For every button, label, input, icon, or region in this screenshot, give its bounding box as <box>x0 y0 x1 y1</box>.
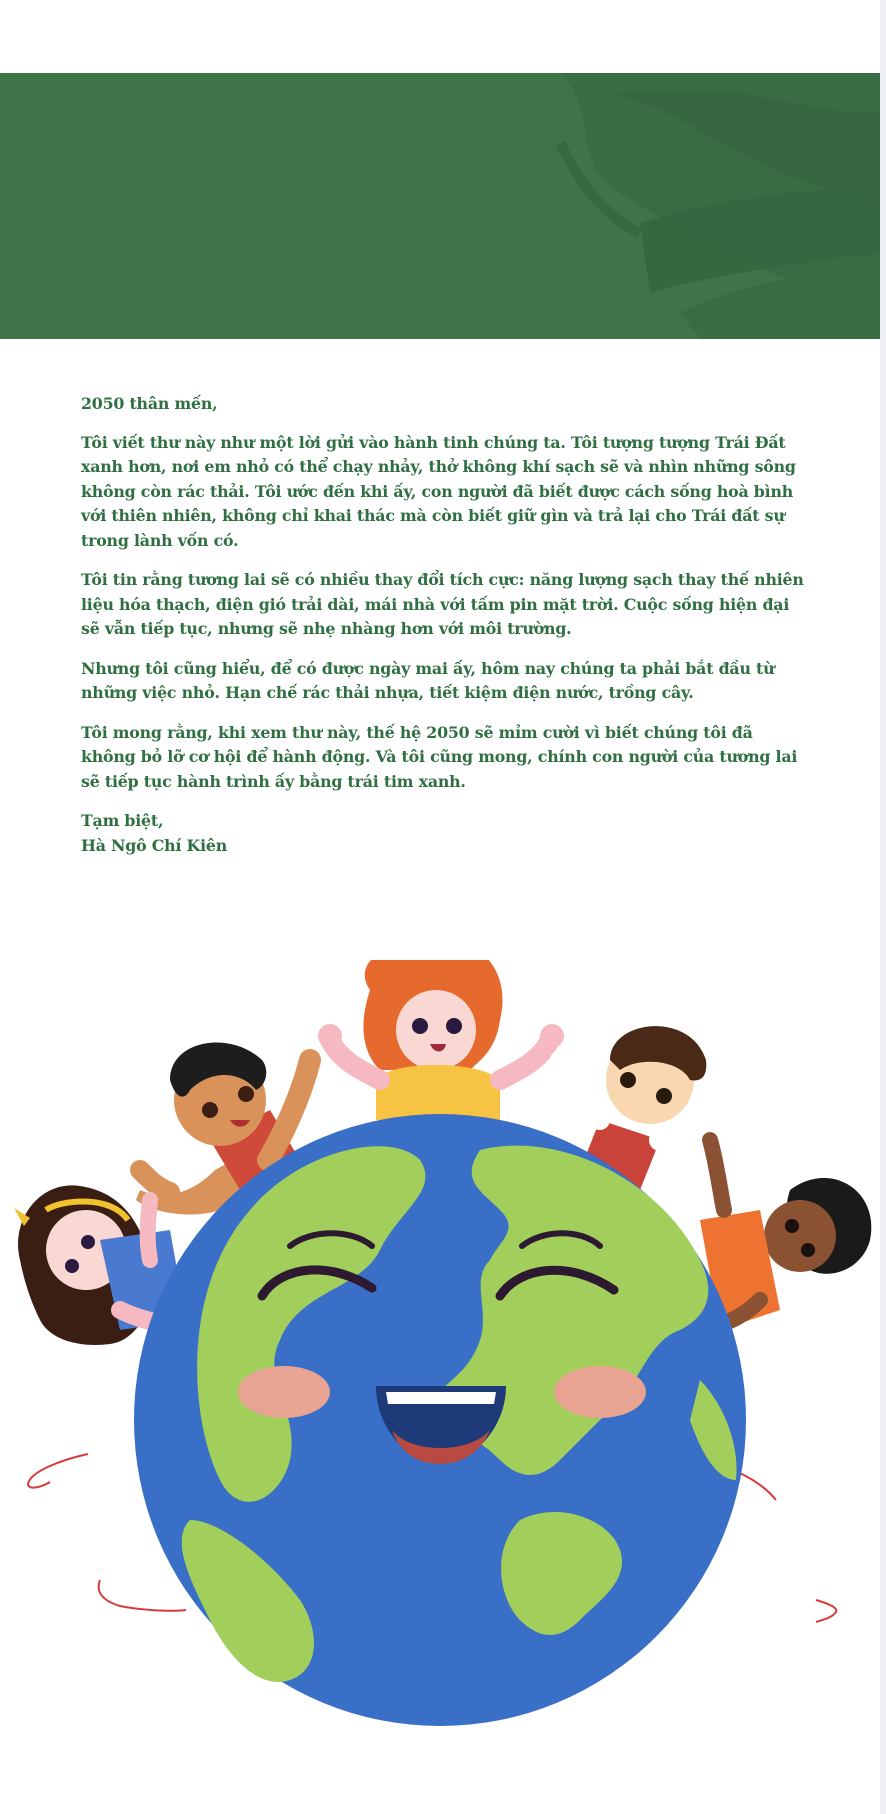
earth-illustration <box>0 960 880 1740</box>
letter-paragraph: Tôi mong rằng, khi xem thư này, thế hệ 2050 sẽ mỉm cười vì biết chúng tôi đã không bỏ lỡ cơ hội để hành động. Và tôi cũng mong, chính con người của tương lai sẽ tiếp tục hành trình ấy bằng trái tim xanh. <box>81 722 798 791</box>
letter-paragraph: Tôi tin rằng tương lai sẽ có nhiều thay đổi tích cực: năng lượng sạch thay thế nhiên liệu hóa thạch, điện gió trải dài, mái nhà với tấm pin mặt trời. Cuộc sống hiện đại sẽ vẫn tiếp tục, nhưng sẽ nhẹ nhàng hơn với môi trường. <box>81 570 804 638</box>
letter-body <box>81 392 811 858</box>
letter-paragraph: Nhưng tôi cũng hiểu, để có được ngày mai ấy, hôm nay chúng ta phải bắt đầu từ những việc nhỏ. Hạn chế rác thải nhựa, tiết kiệm điện nước, trồng cây. <box>81 658 775 702</box>
header-banner <box>0 73 880 339</box>
earth-with-children-icon <box>0 960 880 1740</box>
letter-greeting: 2050 thân mến, <box>81 394 218 413</box>
letter-paragraph: Tôi viết thư này như một lời gửi vào hành tinh chúng ta. Tôi tượng tượng Trái Đất xanh hơn, nơi em nhỏ có thể chạy nhảy, thở không khí sạch sẽ và nhìn những sông không còn rác thải. Tôi ước đến khi ấy, con người đã biết được cách sống hoà bình với thiên nhiên, không chỉ khai thác mà còn biết giữ gìn và trả lại cho Trái đất sự trong lành vốn có. <box>81 432 796 550</box>
leaf-pattern-icon <box>0 73 880 339</box>
letter-signature: Hà Ngô Chí Kiên <box>81 835 228 855</box>
letter-closing: Tạm biệt, <box>81 811 164 830</box>
